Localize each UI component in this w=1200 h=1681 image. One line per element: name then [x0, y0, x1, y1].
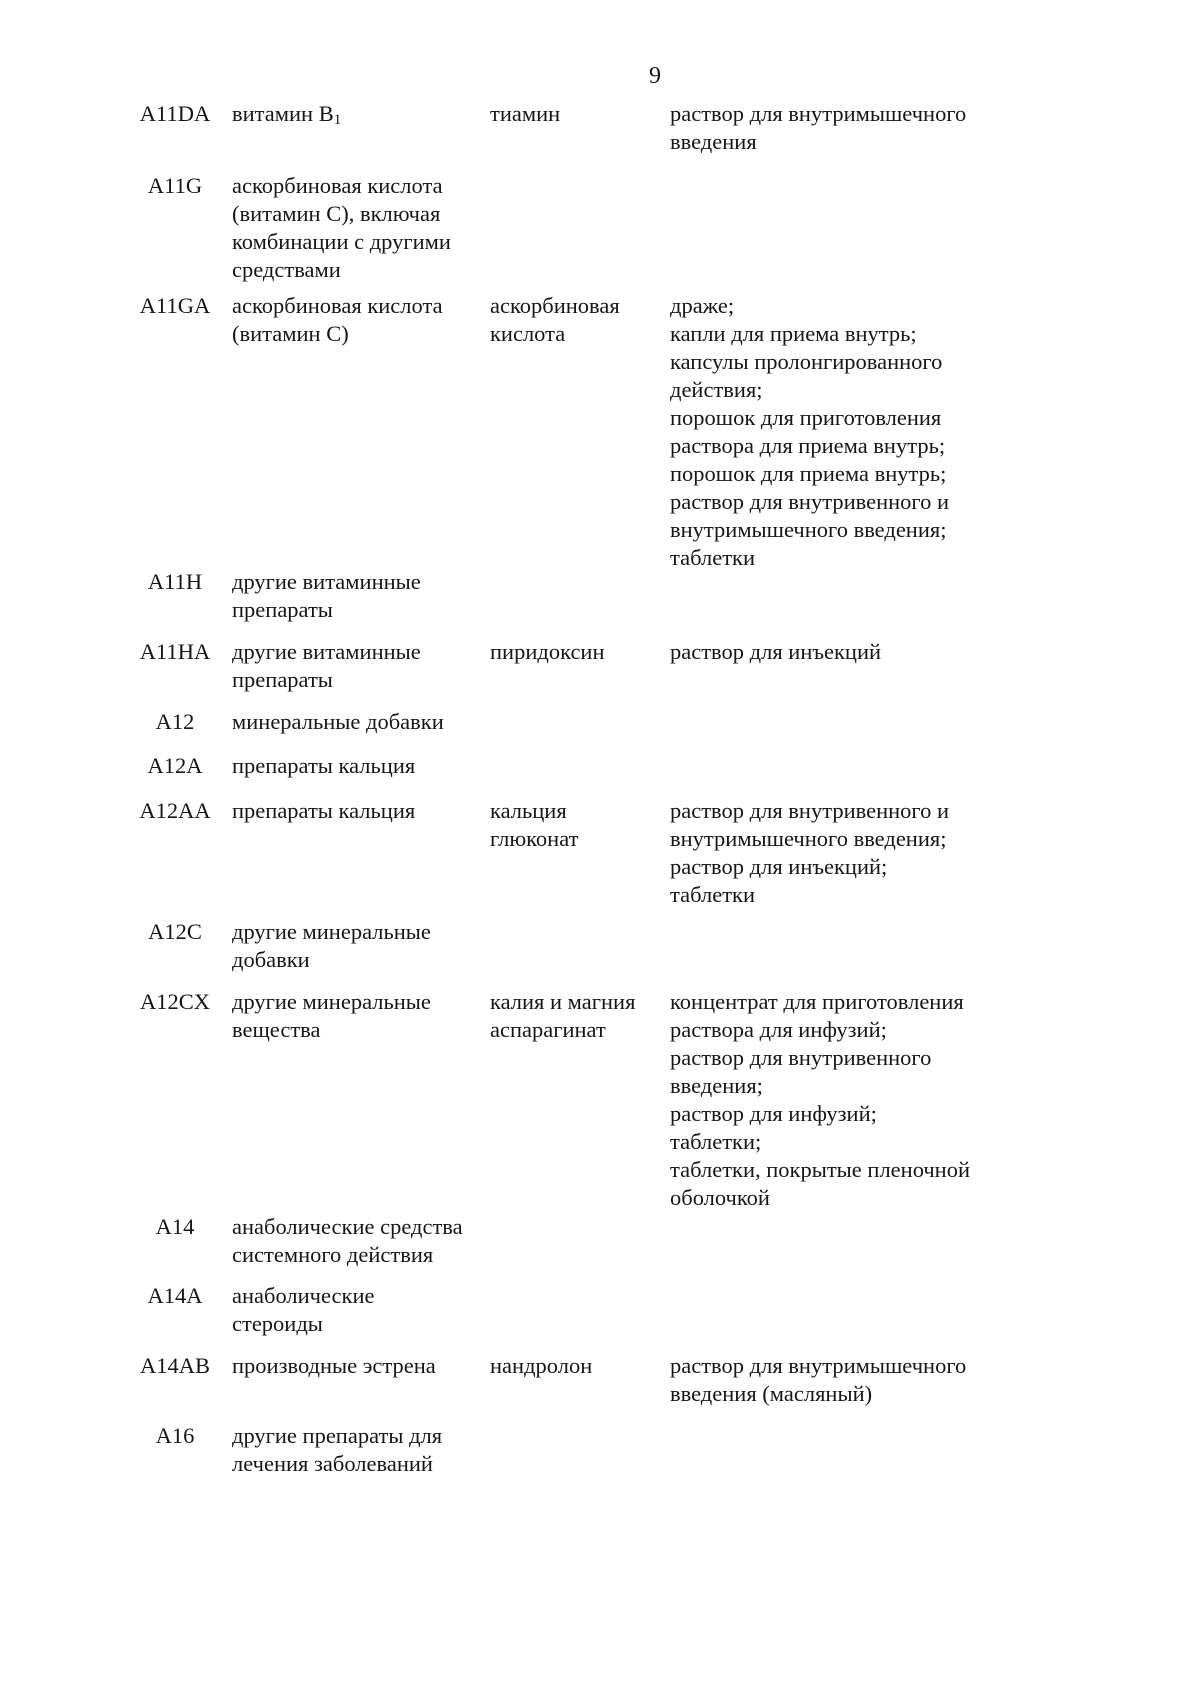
pharmacological-group-line: другие минеральные: [232, 989, 431, 1014]
pharmacological-group: [232, 918, 492, 974]
dosage-forms-line: раствор для внутривенного: [670, 1045, 932, 1070]
pharmacological-group-line: препараты: [232, 667, 333, 692]
pharmacological-group: [232, 1282, 492, 1338]
pharmacological-group: [232, 292, 492, 348]
pharmacological-group-line: другие витаминные: [232, 639, 421, 664]
dosage-forms-line: раствор для инфузий;: [670, 1101, 877, 1126]
pharmacological-group: [232, 988, 492, 1044]
dosage-forms-line: порошок для приготовления: [670, 405, 942, 430]
dosage-forms-line: раствор для внутримышечного: [670, 101, 967, 126]
pharmacological-group-line: другие препараты для: [232, 1423, 443, 1448]
dosage-forms-line: таблетки: [670, 545, 756, 570]
dosage-forms-line: действия;: [670, 377, 763, 402]
pharmacological-group-line: (витамин С): [232, 321, 349, 346]
pharmacological-group-line: вещества: [232, 1017, 321, 1042]
medicinal-substance-line: кальция: [490, 798, 567, 823]
dosage-forms-line: введения;: [670, 1073, 763, 1098]
dosage-forms: [670, 988, 1010, 1212]
dosage-forms-line: внутримышечного введения;: [670, 517, 947, 542]
pharmacological-group-line: препараты кальция: [232, 753, 416, 778]
pharmacological-group-line: аскорбиновая кислота: [232, 173, 443, 198]
dosage-forms-line: раствор для внутривенного и: [670, 798, 950, 823]
atc-code: A14: [155, 1214, 195, 1239]
dosage-forms-line: концентрат для приготовления: [670, 989, 964, 1014]
dosage-forms-line: капсулы пролонгированного: [670, 349, 943, 374]
pharmacological-group-line: лечения заболеваний: [232, 1451, 433, 1476]
atc-code: A12: [155, 709, 195, 734]
atc-code: A12C: [148, 919, 202, 944]
pharmacological-group: [232, 797, 492, 825]
dosage-forms-line: таблетки;: [670, 1129, 762, 1154]
medicinal-substance-line: аспарагинат: [490, 1017, 606, 1042]
pharmacological-group-line: средствами: [232, 257, 341, 282]
atc-code: A12A: [147, 753, 203, 778]
medicinal-substance-line: аскорбиновая: [490, 293, 620, 318]
dosage-forms-line: раствор для внутривенного и: [670, 489, 950, 514]
dosage-forms-line: раствора для инфузий;: [670, 1017, 887, 1042]
medicinal-substance: [490, 292, 665, 348]
pharmacological-group: [232, 1422, 492, 1478]
pharmacological-group: [232, 752, 492, 780]
dosage-forms-line: оболочкой: [670, 1185, 770, 1210]
medicinal-substance-line: тиамин: [490, 101, 561, 126]
dosage-forms: [670, 797, 1010, 909]
pharmacological-group-line: анаболические: [232, 1283, 375, 1308]
pharmacological-group-line: добавки: [232, 947, 310, 972]
medicinal-substance-line: нандролон: [490, 1353, 593, 1378]
pharmacological-group-line: системного действия: [232, 1242, 434, 1267]
pharmacological-group-line: стероиды: [232, 1311, 323, 1336]
pharmacological-group: [232, 568, 492, 624]
pharmacological-group: [232, 638, 492, 694]
pharmacological-group-line: другие минеральные: [232, 919, 431, 944]
dosage-forms-line: раствор для инъекций: [670, 639, 882, 664]
atc-code: A11GA: [139, 293, 211, 318]
dosage-forms-line: введения (масляный): [670, 1381, 873, 1406]
dosage-forms-line: таблетки: [670, 882, 756, 907]
dosage-forms-line: раствор для инъекций;: [670, 854, 888, 879]
atc-code: A12AA: [139, 798, 211, 823]
pharmacological-group-line: препараты: [232, 597, 333, 622]
dosage-forms-line: таблетки, покрытые пленочной: [670, 1157, 971, 1182]
medicinal-substance: [490, 638, 665, 666]
pharmacological-group-line: комбинации с другими: [232, 229, 451, 254]
atc-code: A11DA: [139, 101, 211, 126]
atc-code: A12CX: [139, 989, 210, 1014]
pharmacological-group: [232, 1352, 492, 1380]
page-number: 9: [649, 63, 661, 89]
dosage-forms-line: драже;: [670, 293, 735, 318]
pharmacological-group-line: (витамин С), включая: [232, 201, 441, 226]
atc-code: A16: [155, 1423, 195, 1448]
dosage-forms-line: внутримышечного введения;: [670, 826, 947, 851]
dosage-forms: [670, 1352, 1010, 1408]
pharmacological-group: [232, 1213, 492, 1269]
dosage-forms: [670, 638, 1010, 666]
medicinal-substance-line: пиридоксин: [490, 639, 605, 664]
dosage-forms: [670, 100, 1010, 156]
dosage-forms: [670, 292, 1010, 572]
medicinal-substance: [490, 1352, 665, 1380]
subscript: 1: [333, 112, 342, 128]
pharmacological-group-line: аскорбиновая кислота: [232, 293, 443, 318]
dosage-forms-line: введения: [670, 129, 757, 154]
pharmacological-group-line: витамин $В_1$: [232, 101, 342, 128]
dosage-forms-line: раствора для приема внутрь;: [670, 433, 946, 458]
atc-code: A14A: [147, 1283, 203, 1308]
medicinal-substance-line: кислота: [490, 321, 566, 346]
medicinal-substance: [490, 100, 665, 128]
dosage-forms-line: капли для приема внутрь;: [670, 321, 917, 346]
dosage-forms-line: раствор для внутримышечного: [670, 1353, 967, 1378]
medicinal-substance: [490, 988, 665, 1044]
medicinal-substance-line: глюконат: [490, 826, 579, 851]
pharmacological-group: [232, 172, 492, 284]
atc-code: A14AB: [139, 1353, 210, 1378]
atc-code: A11HA: [139, 639, 211, 664]
atc-code: A11H: [147, 569, 203, 594]
dosage-forms-line: порошок для приема внутрь;: [670, 461, 947, 486]
medicinal-substance: [490, 797, 665, 853]
pharmacological-group-line: препараты кальция: [232, 798, 416, 823]
pharmacological-group-line: другие витаминные: [232, 569, 421, 594]
pharmacological-group: [232, 708, 492, 736]
pharmacological-group-line: анаболические средства: [232, 1214, 463, 1239]
pharmacological-group-line: производные эстрена: [232, 1353, 436, 1378]
pharmacological-group-line: минеральные добавки: [232, 709, 444, 734]
medicinal-substance-line: калия и магния: [490, 989, 636, 1014]
atc-code: A11G: [147, 173, 203, 198]
pharmacological-group: [232, 100, 492, 134]
